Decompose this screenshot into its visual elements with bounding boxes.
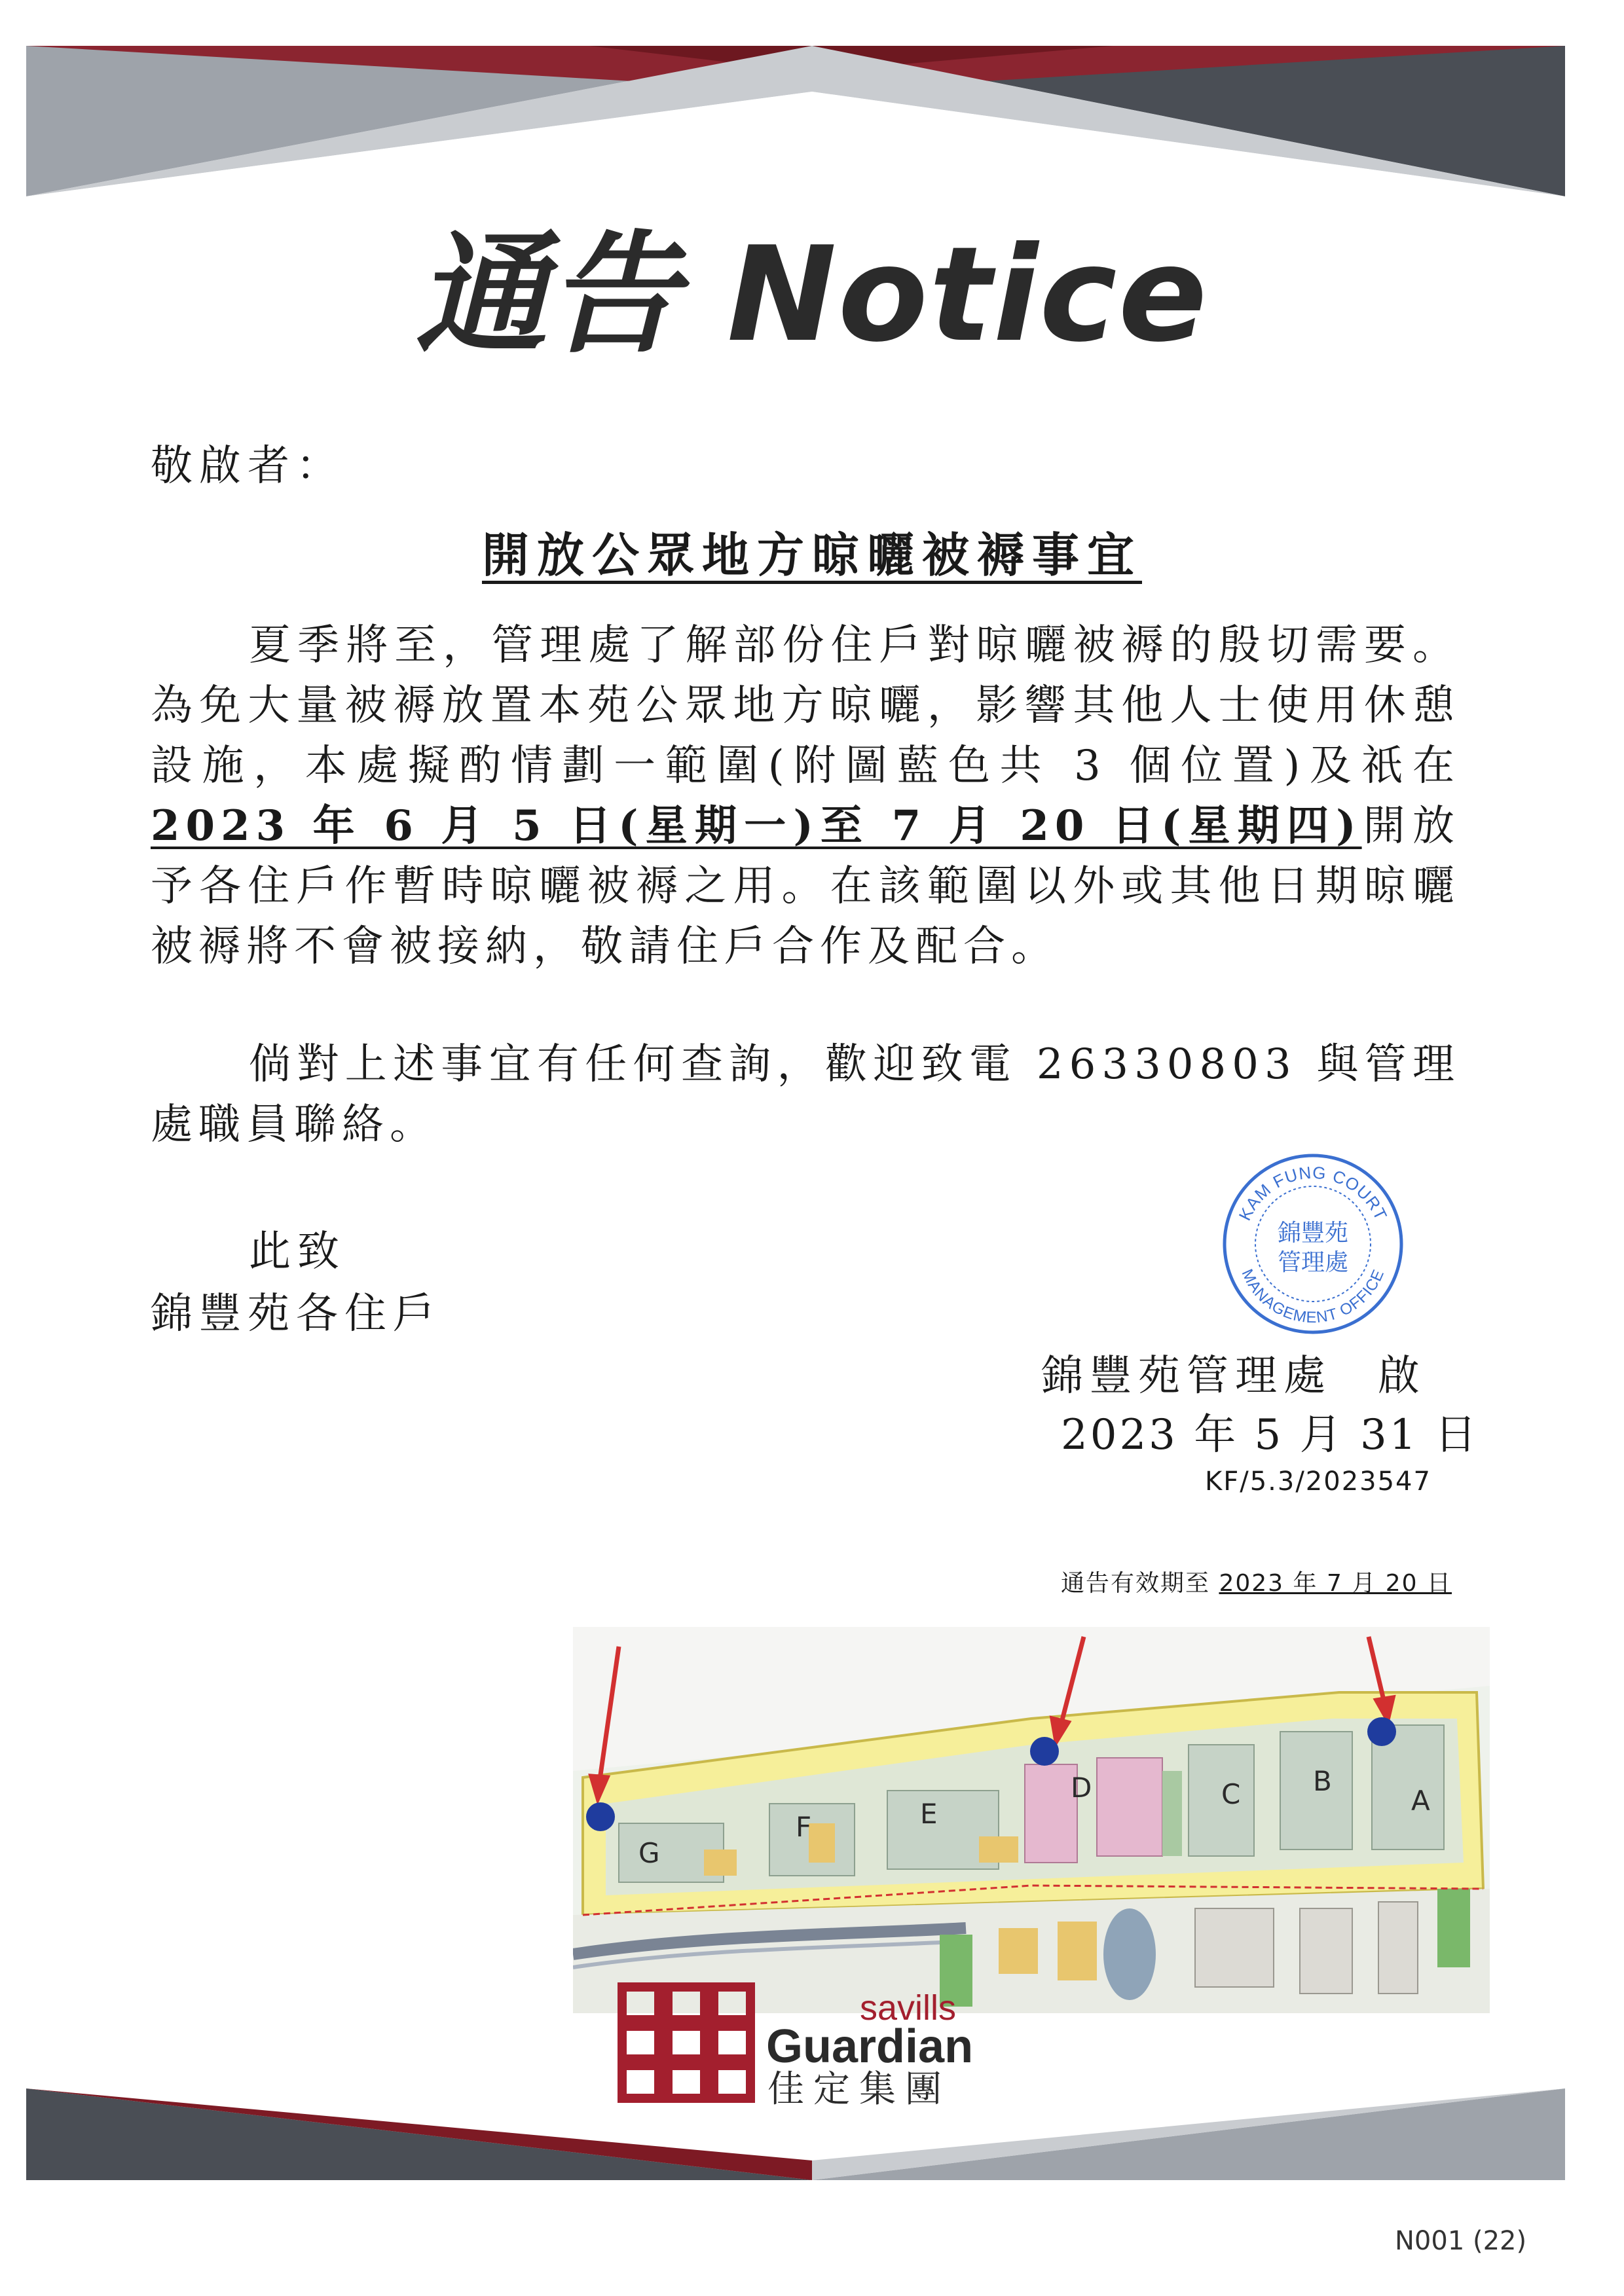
logo-savills: savills	[859, 1988, 956, 2028]
signatory-suffix: 啟	[1378, 1352, 1426, 1400]
stamp-bottom-text: MANAGEMENT OFFICE	[1238, 1266, 1388, 1327]
svg-text:KAM FUNG COURT	[1235, 1163, 1392, 1224]
site-map	[573, 1627, 1490, 2013]
closing-line-2: 錦豐苑各住戶	[151, 1290, 441, 1338]
map-marker-2	[1030, 1737, 1059, 1766]
logo-chinese: 佳定集團	[767, 2068, 951, 2105]
map-marker-3	[1367, 1717, 1396, 1746]
header-band	[0, 0, 1624, 210]
footer-band	[0, 2062, 1624, 2193]
closing-line-1: 此致	[249, 1228, 346, 1276]
map-block-label-f: F	[796, 1811, 812, 1843]
validity-date: 2023 年 7 月 20 日	[1219, 1570, 1452, 1597]
paragraph1-after: 開放予各住戶作暫時晾曬被褥之用。在該範圍以外或其他日期晾曬被褥將不會被接納，敬請住戶合作及配合。	[151, 802, 1461, 971]
map-block-label-b: B	[1313, 1765, 1332, 1797]
map-block-label-c: C	[1221, 1778, 1241, 1810]
page-code: N001 (22)	[1395, 2226, 1527, 2256]
salutation: 敬啟者：	[151, 442, 344, 490]
signatory-name: 錦豐苑管理處	[1041, 1352, 1332, 1400]
body-paragraph-1	[151, 615, 1460, 977]
map-block-label-g: G	[638, 1837, 660, 1869]
map-marker-1	[586, 1802, 615, 1831]
map-block-label-d: D	[1071, 1772, 1092, 1804]
validity-label: 通告有效期至	[1061, 1570, 1219, 1597]
paragraph1-before: 夏季將至，管理處了解部份住戶對晾曬被褥的殷切需要。為免大量被褥放置本苑公眾地方晾曬，影響其他人士使用休憩設施，本處擬酌情劃一範圍(附圖藍色共 3 個位置)及祇在	[151, 621, 1460, 790]
notice-title: 通告 Notice	[415, 219, 1209, 371]
subject-text: 開放公眾地方晾曬被褥事宜	[481, 527, 1142, 583]
open-date-range: 2023 年 6 月 5 日(星期一)至 7 月 20 日(星期四)	[151, 801, 1362, 850]
issue-date: 2023 年 5 月 31 日	[1061, 1411, 1479, 1459]
map-block-label-a: A	[1411, 1785, 1430, 1817]
validity-notice	[1061, 1565, 1452, 1598]
subject-heading	[0, 517, 1624, 585]
stamp-top-text: KAM FUNG COURT	[1234, 1162, 1392, 1224]
reference-number: KF/5.3/2023547	[1205, 1467, 1431, 1497]
body-paragraph-2: 倘對上述事宜有任何查詢，歡迎致電 26330803 與管理處職員聯絡。	[151, 1040, 1460, 1149]
management-office-stamp	[1218, 1149, 1408, 1339]
stamp-line-1: 錦豐苑	[1277, 1220, 1349, 1247]
stamp-line-2: 管理處	[1277, 1249, 1349, 1276]
logo-guardian: Guardian	[766, 2020, 974, 2073]
signatory	[1041, 1342, 1426, 1402]
map-block-label-e: E	[920, 1798, 938, 1830]
